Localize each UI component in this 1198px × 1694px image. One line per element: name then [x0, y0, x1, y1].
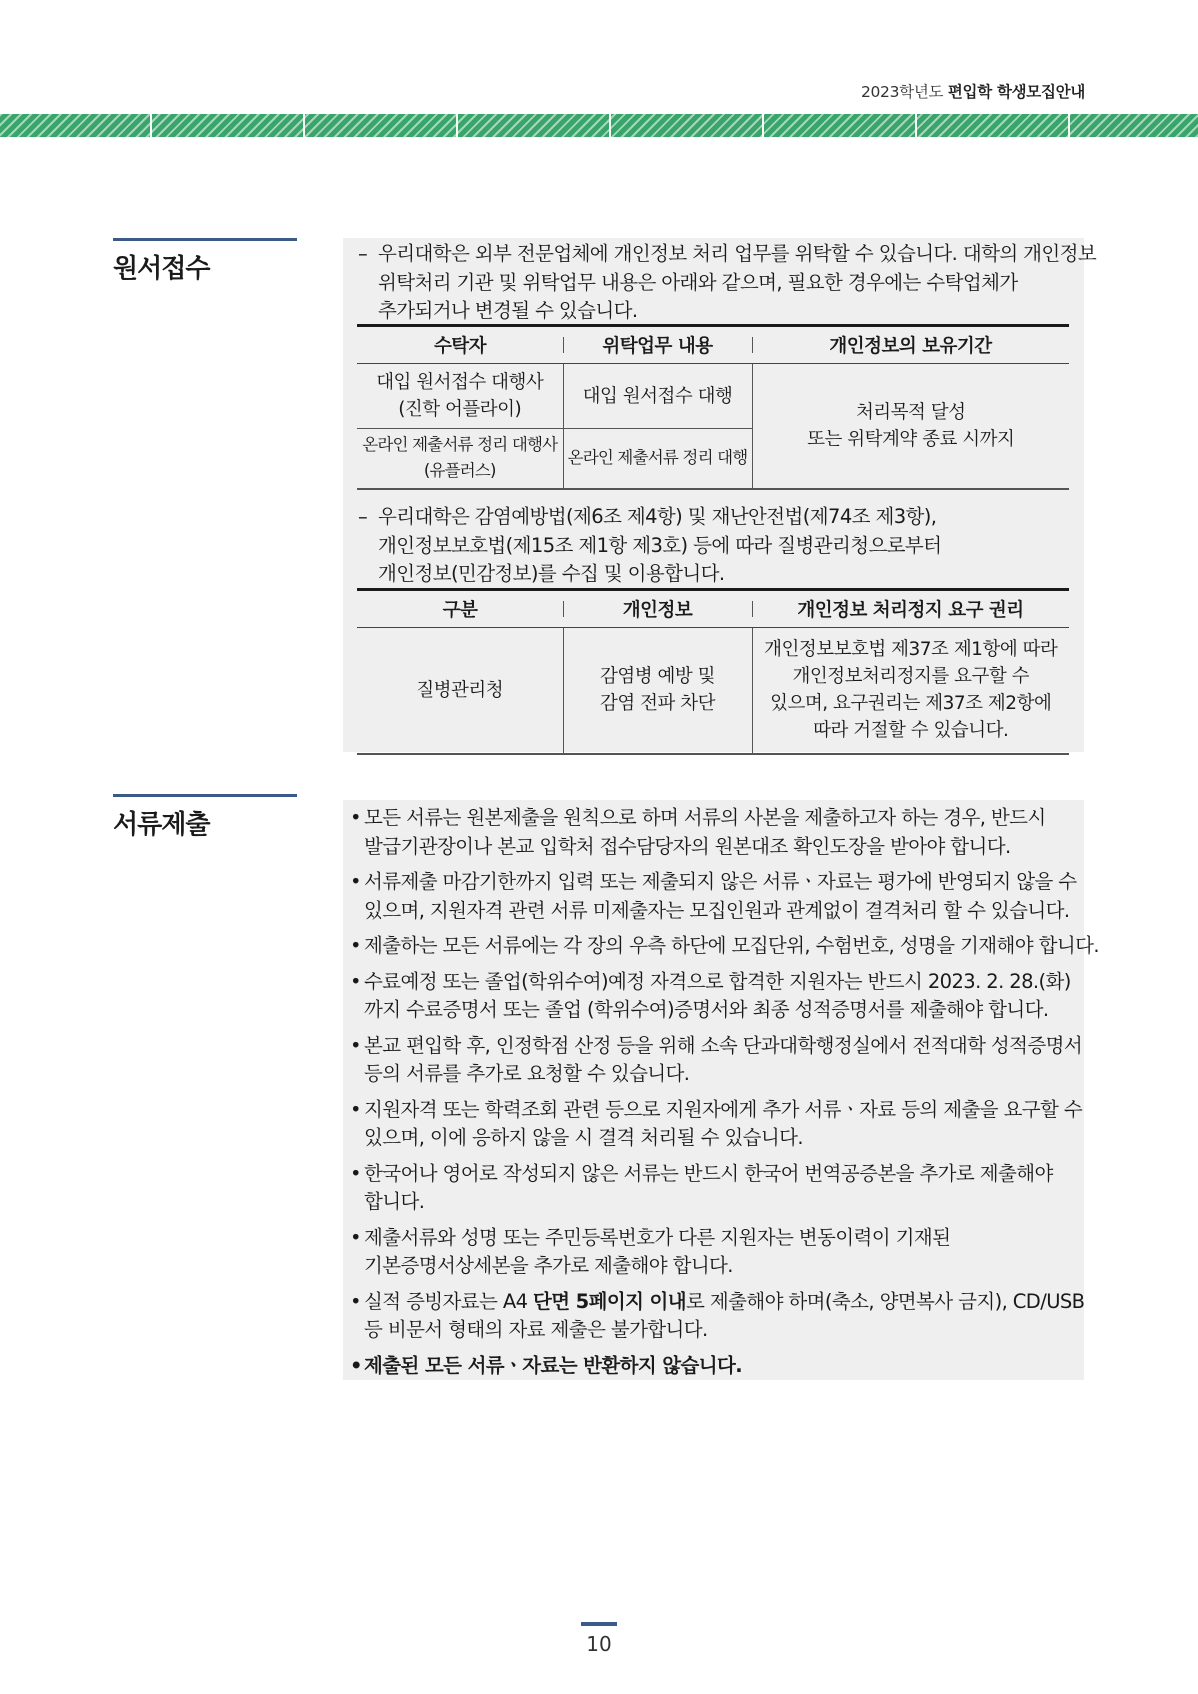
info-line: 감염 전파 차단	[600, 693, 715, 715]
dash-marker: –	[358, 505, 368, 528]
column-header-rights-label: 개인정보 처리정지 요구 권리	[797, 600, 1024, 621]
column-header-personal-info-label: 개인정보	[622, 600, 693, 621]
column-header-trustee: 수탁자	[357, 326, 563, 364]
column-header-retention-label: 개인정보의 보유기간	[829, 336, 992, 357]
header-separator	[752, 601, 753, 617]
column-header-category: 구분	[357, 590, 563, 628]
task-cell: 대입 원서접수 대행	[563, 364, 752, 429]
trustee-cell	[357, 429, 563, 489]
list-item-line: 한국어나 영어로 작성되지 않은 서류는 반드시 한국어 번역공증본을 추가로 제출해야	[364, 1161, 1053, 1185]
column-header-retention	[752, 326, 1069, 364]
header-separator	[752, 337, 753, 353]
list-item	[350, 868, 1085, 925]
list-item-line: 모든 서류는 원본제출을 원칙으로 하며 서류의 사본을 제출하고자 하는 경우, 반드시	[364, 806, 1046, 829]
document-submission-list	[350, 804, 1099, 1387]
info-cell	[563, 628, 752, 754]
bullet-marker: •	[350, 1097, 361, 1121]
bullet-marker: •	[350, 969, 361, 993]
retention-line: 처리목적 달성	[855, 401, 966, 423]
health-data-table	[357, 588, 1069, 755]
header-separator	[563, 337, 564, 353]
trustee-name: 대입 원서접수 대행사	[376, 372, 544, 393]
list-item-line: 본교 편입학 후, 인정학점 산정 등을 위해 소속 단과대학행정실에서 전적대학 성적증명서	[364, 1033, 1083, 1057]
list-item	[350, 968, 1085, 1025]
list-item-line: 지원자격 또는 학력조회 관련 등으로 지원자에게 추가 서류ㆍ자료 등의 제출을 요구할 수	[364, 1097, 1083, 1121]
list-item	[350, 1096, 1085, 1153]
a4-text-post: 로 제출해야 하며(축소, 양면복사 금지), CD/USB	[686, 1289, 1085, 1313]
rights-line: 있으며, 요구권리는 제37조 제2항에	[770, 693, 1052, 715]
list-item-line: 기본증명서상세본을 추가로 제출해야 합니다.	[364, 1254, 733, 1277]
column-header-personal-info	[563, 590, 752, 628]
list-item-line: 수료예정 또는 졸업(학위수여)예정 자격으로 합격한 지원자는 반드시 2023. 2. 28.(화)	[364, 969, 1071, 993]
header-year: 2023학년도	[860, 83, 944, 101]
bullet-marker: •	[350, 1161, 361, 1185]
section-title-application: 원서접수	[113, 254, 210, 284]
section-rule-application	[113, 238, 297, 241]
rights-line: 개인정보보호법 제37조 제1항에 따라	[764, 639, 1058, 661]
retention-line: 또는 위탁계약 종료 시까지	[807, 428, 1015, 450]
trustee-cell	[357, 364, 563, 429]
list-item	[350, 804, 1085, 861]
trustee-company: (유플러스)	[423, 461, 496, 481]
outsourcing-notice-line: 추가되거나 변경될 수 있습니다.	[378, 299, 638, 322]
document-header-title	[861, 80, 1085, 102]
rights-line: 개인정보처리정지를 요구할 수	[792, 666, 1030, 688]
bullet-marker: •	[350, 1225, 361, 1249]
bullet-marker: •	[350, 1289, 361, 1313]
list-item-line: 등의 서류를 추가로 요청할 수 있습니다.	[364, 1062, 690, 1085]
bullet-marker: •	[350, 870, 361, 893]
list-item-final	[350, 1352, 1085, 1381]
list-item-line: 제출된 모든 서류ㆍ자료는 반환하지 않습니다.	[364, 1353, 743, 1377]
column-header-task	[563, 326, 752, 364]
health-data-notice-line: 개인정보보호법(제15조 제1항 제3호) 등에 따라 질병관리청으로부터	[378, 533, 942, 557]
list-item	[350, 1224, 1085, 1281]
header-title-bold: 편입학 학생모집안내	[947, 83, 1085, 101]
list-item	[350, 1288, 1085, 1345]
list-item-line: 합니다.	[364, 1190, 425, 1213]
table-row	[357, 628, 1069, 754]
list-item-line: 제출하는 모든 서류에는 각 장의 우측 하단에 모집단위, 수험번호, 성명을 기재해야 합니다.	[364, 934, 1099, 957]
column-header-task-label: 위탁업무 내용	[602, 336, 713, 357]
header-green-stripe	[0, 114, 1198, 137]
list-item-line: 등 비문서 형태의 자료 제출은 불가합니다.	[364, 1318, 708, 1341]
column-header-rights	[752, 590, 1069, 628]
list-item	[350, 1032, 1085, 1089]
outsourcing-notice-line: 우리대학은 외부 전문업체에 개인정보 처리 업무를 위탁할 수 있습니다. 대학의 개인정보	[378, 242, 1097, 265]
header-separator	[563, 601, 564, 617]
a4-text-pre: 실적 증빙자료는 A4	[364, 1289, 534, 1313]
section-rule-documents	[113, 794, 297, 797]
list-item	[350, 932, 1099, 961]
list-item-line: 발급기관장이나 본교 입학처 접수담당자의 원본대조 확인도장을 받아야 합니다.	[364, 834, 1011, 858]
category-cell: 질병관리청	[357, 628, 563, 754]
bullet-marker: •	[350, 1033, 361, 1057]
list-item-line: 까지 수료증명서 또는 졸업 (학위수여)증명서와 최종 성적증명서를 제출해야 합니다.	[364, 998, 1049, 1021]
task-cell: 온라인 제출서류 정리 대행	[563, 429, 752, 489]
dash-marker: –	[358, 242, 368, 265]
rights-line: 따라 거절할 수 있습니다.	[813, 720, 1009, 742]
health-data-notice	[358, 503, 1088, 589]
list-item-line	[364, 1288, 1085, 1317]
page-number: 10	[586, 1632, 612, 1656]
list-item-line: 제출서류와 성명 또는 주민등록번호가 다른 지원자는 변동이력이 기재된	[364, 1225, 951, 1249]
table-row	[357, 364, 1069, 429]
bullet-marker: •	[350, 934, 361, 957]
list-item-line: 서류제출 마감기한까지 입력 또는 제출되지 않은 서류ㆍ자료는 평가에 반영되지 않을 수	[364, 870, 1077, 893]
page-number-rule	[581, 1622, 617, 1626]
list-item	[350, 1160, 1085, 1217]
trustee-company: (진학 어플라이)	[398, 399, 522, 420]
health-data-notice-line: 개인정보(민감정보)를 수집 및 이용합니다.	[378, 562, 725, 585]
health-data-notice-line: 우리대학은 감염예방법(제6조 제4항) 및 재난안전법(제74조 제3항),	[378, 505, 937, 528]
trustee-name: 온라인 제출서류 정리 대행사	[362, 435, 558, 455]
bullet-marker: •	[350, 806, 361, 829]
list-item-line: 있으며, 이에 응하지 않을 시 결격 처리될 수 있습니다.	[364, 1126, 803, 1149]
outsourcing-notice	[358, 240, 1097, 326]
a4-text-bold: 단면 5페이지 이내	[533, 1289, 687, 1313]
bullet-marker: •	[350, 1353, 362, 1377]
retention-cell	[752, 364, 1069, 489]
info-line: 감염병 예방 및	[600, 666, 715, 688]
section-title-documents: 서류제출	[113, 810, 210, 840]
rights-cell	[752, 628, 1069, 754]
outsourcing-table	[357, 324, 1069, 490]
list-item-line: 있으며, 지원자격 관련 서류 미제출자는 모집인원과 관계없이 결격처리 할 수 있습니다.	[364, 898, 1070, 922]
outsourcing-notice-line: 위탁처리 기관 및 위탁업무 내용은 아래와 같으며, 필요한 경우에는 수탁업체가	[378, 270, 1018, 294]
